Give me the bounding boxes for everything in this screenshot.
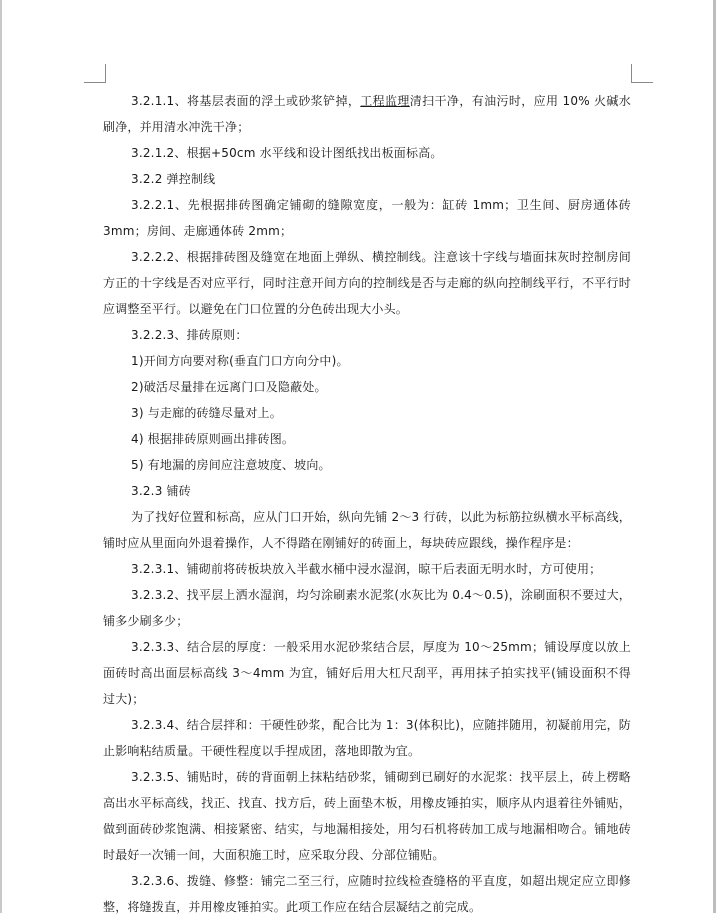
engineering-supervision-link[interactable]: 工程监理 xyxy=(360,94,410,108)
paragraph-3-2-3-1: 3.2.3.1、铺砌前将砖板块放入半截水桶中浸水湿润，晾干后表面无明水时，方可使用； xyxy=(131,562,602,576)
list-item-2: 2)破活尽量排在远离门口及隐蔽处。 xyxy=(131,380,327,394)
paragraph-3-2-3-2: 3.2.3.2、找平层上洒水湿润，均匀涂刷素水泥浆(水灰比为 0.4～0.5)，涂刷面积不要过大，铺多少刷多少； xyxy=(103,588,631,628)
paragraph-text-end: 清扫干净，有油污时，应用 10% 火碱水刷净，并用清水冲洗干净； xyxy=(103,94,631,134)
heading-3-2-2: 3.2.2 弹控制线 xyxy=(131,172,216,186)
paragraph-3-2-3-6: 3.2.3.6、拨缝、修整：铺完二至三行，应随时拉线检查缝格的平直度，如超出规定应立即修整，将缝拨直，并用橡皮锤拍实。此项工作应在结合层凝结之前完成。 xyxy=(103,874,631,914)
paragraph-3-2-1-2: 3.2.1.2、根据+50cm 水平线和设计图纸找出板面标高。 xyxy=(131,146,443,160)
document-body xyxy=(103,88,631,920)
margin-corner-mark-right xyxy=(631,64,653,83)
paragraph-3-2-2-1: 3.2.2.1、先根据排砖图确定铺砌的缝隙宽度，一般为：缸砖 1mm；卫生间、厨房通体砖 3mm；房间、走廊通体砖 2mm； xyxy=(103,198,631,238)
paragraph-3-2-1-1 xyxy=(103,88,631,140)
paragraph-text-start: 3.2.1.1、将基层表面的浮土或砂浆铲掉， xyxy=(131,94,361,108)
list-item-1: 1)开间方向要对称(垂直门口方向分中)。 xyxy=(131,354,349,368)
page-left-edge xyxy=(0,0,2,913)
heading-3-2-3: 3.2.3 铺砖 xyxy=(131,484,191,498)
margin-corner-mark-left xyxy=(84,64,106,83)
paragraph-3-2-2-3: 3.2.2.3、排砖原则： xyxy=(131,328,248,342)
list-item-3: 3) 与走廊的砖缝尽量对上。 xyxy=(131,406,282,420)
paragraph-3-2-3-4: 3.2.3.4、结合层拌和：干硬性砂浆，配合比为 1：3(体积比)，应随拌随用，初凝前用完，防止影响粘结质量。干硬性程度以手捏成团，落地即散为宜。 xyxy=(103,718,631,758)
list-item-5: 5) 有地漏的房间应注意坡度、坡向。 xyxy=(131,458,331,472)
paragraph-intro-3-2-3: 为了找好位置和标高，应从门口开始，纵向先铺 2～3 行砖，以此为标筋拉纵横水平标高线，铺时应从里面向外退着操作，人不得踏在刚铺好的砖面上，每块砖应跟线，操作程序是： xyxy=(103,510,631,550)
paragraph-3-2-3-3: 3.2.3.3、结合层的厚度：一般采用水泥砂浆结合层，厚度为 10～25mm；铺设厚度以放上面砖时高出面层标高线 3～4mm 为宜，铺好后用大杠尺刮平，再用抹子拍实找平(铺设面积不得过大)； xyxy=(103,640,631,706)
list-item-4: 4) 根据排砖原则画出排砖图。 xyxy=(131,432,295,446)
paragraph-3-2-3-5: 3.2.3.5、铺贴时，砖的背面朝上抹粘结砂浆，铺砌到已刷好的水泥浆：找平层上，砖上楞略高出水平标高线，找正、找直、找方后，砖上面垫木板，用橡皮锤拍实，顺序从内退着往外铺贴，做到面砖砂浆饱满、相接紧密、结实，与地漏相接处，用匀石机将砖加工成与地漏相吻合。铺地砖时最好一次铺一间，大面积施工时，应采取分段、分部位铺贴。 xyxy=(103,770,631,862)
paragraph-3-2-2-2: 3.2.2.2、根据排砖图及缝宽在地面上弹纵、横控制线。注意该十字线与墙面抹灰时控制房间方正的十字线是否对应平行，同时注意开间方向的控制线是否与走廊的纵向控制线平行，不平行时应调整至平行。以避免在门口位置的分色砖出现大小头。 xyxy=(103,250,631,316)
